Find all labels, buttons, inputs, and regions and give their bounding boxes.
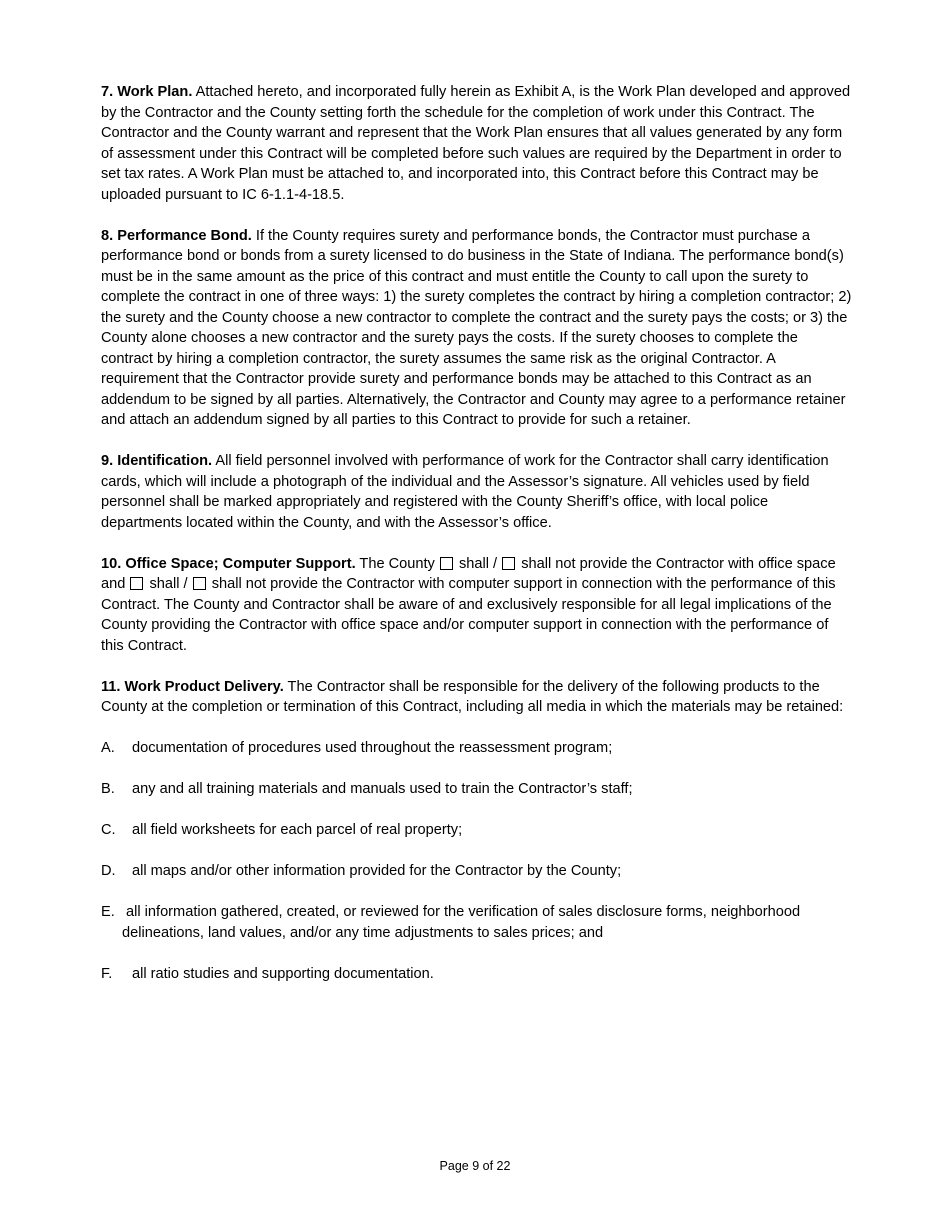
list-item-text: all ratio studies and supporting documentation. (132, 965, 434, 982)
list-item-letter: C. (101, 822, 116, 838)
list-item (101, 964, 853, 985)
list-item-letter: B. (101, 781, 115, 797)
list-item-text: documentation of procedures used throughout the reassessment program; (132, 740, 613, 756)
list-item-letter: E. (101, 904, 115, 920)
list-item (101, 902, 853, 943)
list-item-letter: A. (101, 740, 115, 756)
office-space-shall-not-checkbox[interactable] (502, 557, 515, 570)
section-heading: 7. Work Plan. (101, 84, 193, 100)
list-item-letter: D. (101, 863, 116, 879)
section-identification (101, 451, 853, 533)
office-space-shall-checkbox[interactable] (440, 557, 453, 570)
section-text: shall not provide the Contractor with computer support in connection with the performance of this Contract. The County and Contractor shall be aware of and exclusively responsible for all legal implications of the County providing the Contractor with office space and/or computer support in connection with the performance of this Contract. (101, 576, 836, 654)
section-text: The Contractor shall be responsible for the delivery of the following products to the County at the completion or termination of this Contract, including all media in which the materials may be retained: (101, 678, 844, 715)
section-heading: 8. Performance Bond. (101, 227, 252, 244)
section-text: If the County requires surety and performance bonds, the Contractor must purchase a performance bond or bonds from a surety licensed to do business in the State of Indiana. The performance bond(s) must be in the same amount as the price of this contract and must entitle the County to call upon the surety to complete the contract in one of three ways: 1) the surety completes the contract by hiring a completion contractor; 2) the surety and the County choose a new contractor to complete the contract and the surety pays the costs; or 3) the County alone chooses a new contractor and the surety pays the costs. If the surety chooses to complete the contract by hiring a completion contractor, the surety assumes the same risk as the original Contractor. A requirement that the Contractor provide surety and performance bonds may be attached to this Contract as an addendum to be signed by all parties. Alternatively, the Contractor and County may agree to a performance retainer and attach an addendum signed by all parties to this Contract to provide for such a retainer. (101, 227, 852, 428)
section-heading: 10. Office Space; Computer Support. (101, 555, 356, 572)
section-office-space (101, 554, 853, 657)
list-item-text: all information gathered, created, or reviewed for the verification of sales disclosure forms, neighborhood delineations, land values, and/or any time adjustments to sales prices; and (122, 904, 801, 941)
section-text: All field personnel involved with performance of work for the Contractor shall carry identification cards, which will include a photograph of the individual and the Assessor’s signature. All vehicles used by field personnel shall be marked appropriately and registered with the County Sheriff’s office, with local police departments located within the County, and with the Assessor’s office. (101, 453, 829, 531)
section-text: shall / (145, 576, 192, 592)
list-item-letter: F. (101, 965, 113, 982)
list-item-text: any and all training materials and manuals used to train the Contractor’s staff; (132, 781, 633, 797)
list-item (101, 820, 853, 841)
section-work-plan (101, 82, 853, 205)
list-item (101, 738, 853, 759)
section-performance-bond (101, 226, 853, 431)
section-text: The County (355, 555, 439, 572)
section-text: Attached hereto, and incorporated fully herein as Exhibit A, is the Work Plan developed and approved by the Contractor and the County setting forth the schedule for the completion of work under this Contract. The Contractor and the County warrant and represent that the Work Plan ensures that all values generated by any form of assessment under this Contract will be completed before such values are required by the Department in order to set tax rates. A Work Plan must be attached to, and incorporated into, this Contract before this Contract may be uploaded pursuant to IC 6-1.1-4-18.5. (101, 84, 851, 203)
section-text: shall / (454, 555, 502, 572)
computer-support-shall-not-checkbox[interactable] (193, 577, 206, 590)
section-text: shall not provide the Contractor with office space and (101, 555, 836, 592)
section-heading: 11. Work Product Delivery. (101, 678, 284, 695)
computer-support-shall-checkbox[interactable] (130, 577, 143, 590)
document-body (101, 82, 853, 1005)
list-item (101, 779, 853, 800)
list-item-text: all field worksheets for each parcel of real property; (132, 822, 463, 838)
list-item-text: all maps and/or other information provided for the Contractor by the County; (132, 863, 622, 879)
page-number: Page 9 of 22 (439, 1159, 511, 1173)
section-heading: 9. Identification. (101, 453, 213, 469)
section-work-product-delivery (101, 677, 853, 718)
list-item (101, 861, 853, 882)
